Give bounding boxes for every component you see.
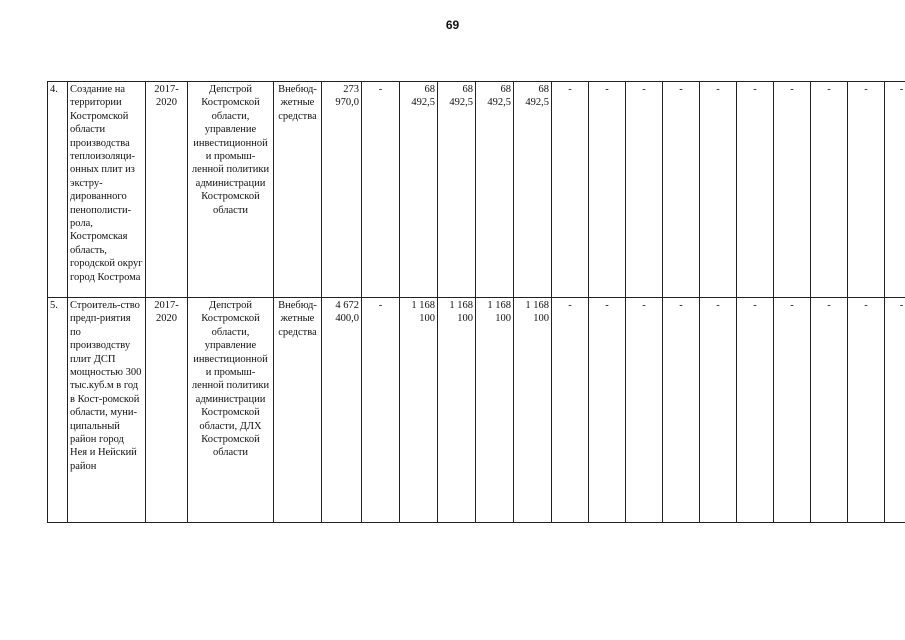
empty-value: - — [811, 298, 848, 523]
year-value: 68 492,5 — [476, 82, 514, 298]
year-value: 68 492,5 — [514, 82, 552, 298]
empty-value: - — [589, 82, 626, 298]
total-amount: 273 970,0 — [322, 82, 362, 298]
empty-value: - — [737, 82, 774, 298]
empty-value: - — [626, 82, 663, 298]
empty-value: - — [552, 298, 589, 523]
project-period: 2017-2020 — [146, 82, 188, 298]
empty-value: - — [774, 82, 811, 298]
empty-value: - — [811, 82, 848, 298]
empty-value: - — [663, 82, 700, 298]
empty-value: - — [774, 298, 811, 523]
empty-value: - — [589, 298, 626, 523]
total-amount: 4 672 400,0 — [322, 298, 362, 523]
year-value: 68 492,5 — [400, 82, 438, 298]
funding-source: Внебюд-жетные средства — [274, 298, 322, 523]
page-number: 69 — [445, 18, 460, 32]
project-name: Строитель-ство предп-риятия по производству плит ДСП мощностью 300 тыс.куб.м в год в Кост-ромской области, муни-ципальный район город Нея и Нейский район — [68, 298, 146, 523]
funding-source: Внебюд-жетные средства — [274, 82, 322, 298]
row-number: 4. — [48, 82, 68, 298]
empty-value: - — [663, 298, 700, 523]
empty-value: - — [700, 298, 737, 523]
year-value: 1 168 100 — [438, 298, 476, 523]
empty-value: - — [700, 82, 737, 298]
year-value: 1 168 100 — [400, 298, 438, 523]
empty-value: - — [737, 298, 774, 523]
program-table — [47, 81, 905, 523]
year-value: - — [362, 298, 400, 523]
year-value: 1 168 100 — [476, 298, 514, 523]
year-value: - — [362, 82, 400, 298]
project-period: 2017-2020 — [146, 298, 188, 523]
empty-value: - — [885, 82, 905, 298]
project-name: Создание на территории Костромской области производства теплоизоляци-онных плит из экстру-дированного пенополисти-рола, Костромская область, городской округ город Кострома — [68, 82, 146, 298]
project-executor: Депстрой Костромской области, управление инвестиционной и промыш-ленной политики администрации Костромской области — [188, 82, 274, 298]
table-row — [48, 298, 905, 523]
year-value: 1 168 100 — [514, 298, 552, 523]
table-row — [48, 82, 905, 298]
empty-value: - — [848, 82, 885, 298]
empty-value: - — [552, 82, 589, 298]
empty-value: - — [885, 298, 905, 523]
empty-value: - — [626, 298, 663, 523]
year-value: 68 492,5 — [438, 82, 476, 298]
empty-value: - — [848, 298, 885, 523]
project-executor: Депстрой Костромской области, управление инвестиционной и промыш-ленной политики администрации Костромской области, ДЛХ Костромской области — [188, 298, 274, 523]
row-number: 5. — [48, 298, 68, 523]
